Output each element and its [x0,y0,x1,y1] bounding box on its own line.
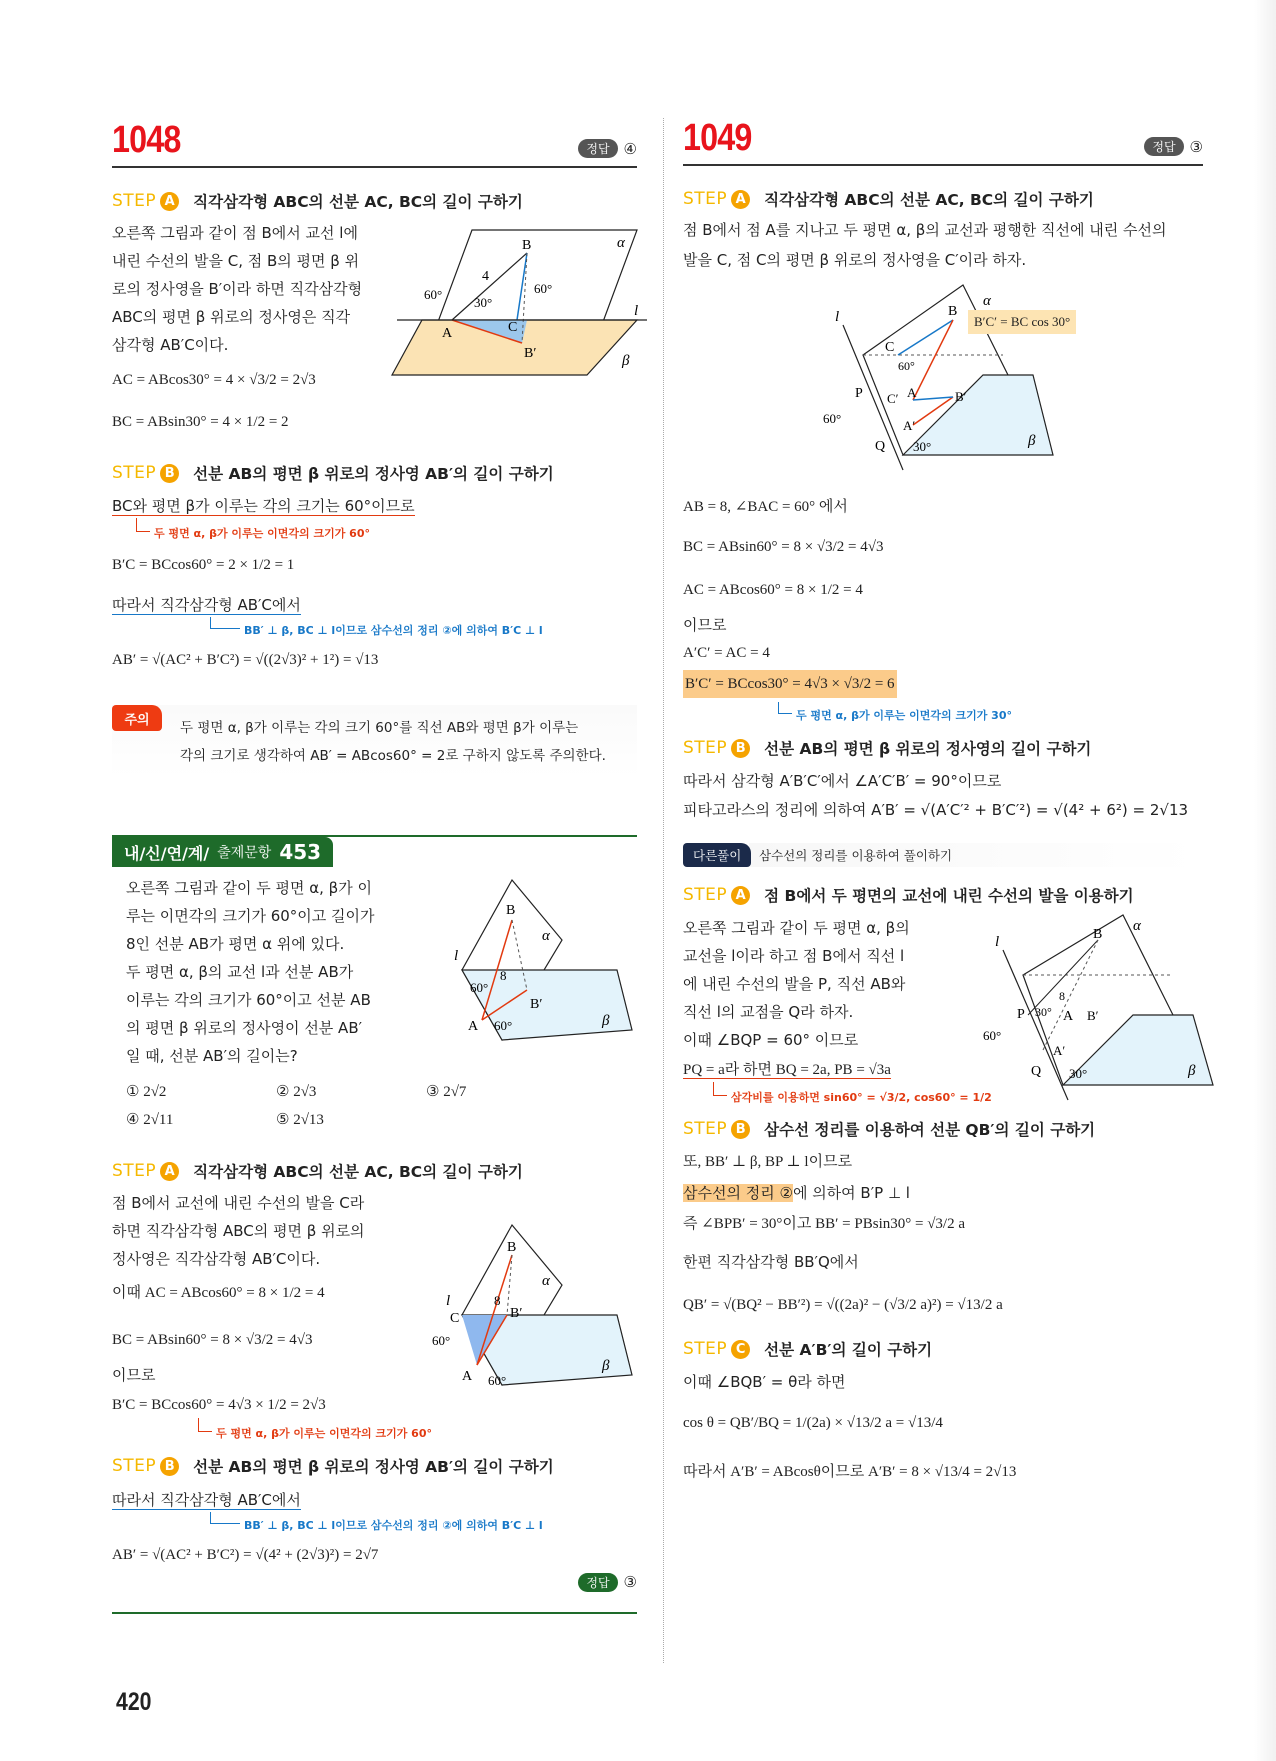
svg-text:60°: 60° [983,1028,1002,1043]
annotation-note: BB′ ⊥ β, BC ⊥ l이므로 삼수선의 정리 ②에 의하여 B′C ⊥ l [244,624,543,637]
caution-tag: 주의 [112,705,162,731]
svg-text:P: P [855,386,863,401]
figure-453-solution-diagram [432,1225,612,1388]
question-line: 루는 이면각의 크기가 60°이고 길이가 [126,907,375,925]
annotation-note: BB′ ⊥ β, BC ⊥ l이므로 삼수선의 정리 ②에 의하여 B′C ⊥ l [244,1519,543,1532]
step-letter-badge: A [160,192,179,211]
problem-1048-header [112,118,637,168]
annotation-arrow [136,518,150,532]
step-title: 직각삼각형 ABC의 선분 AC, BC의 길이 구하기 [193,193,523,211]
svg-text:A: A [442,326,453,341]
text-line: 즉 ∠BPB′ = 30°이고 BB′ = PBsin30° = √3/2 a [683,1216,965,1232]
text-line: 따라서 직각삼각형 AB′C에서 [112,1491,301,1509]
svg-text:l: l [995,934,1000,950]
choice-5[interactable]: ⑤ 2√13 [276,1112,324,1128]
equation-abp: AB′ = √(AC² + B′C²) = √((2√3)² + 1²) = √13 [112,652,379,668]
step-title: 직각삼각형 ABC의 선분 AC, BC의 길이 구하기 [764,191,1094,209]
equation-bpc: B′C = BCcos60° = 2 × 1/2 = 1 [112,557,295,573]
caution-box [112,705,637,777]
equation-bc: BC = ABsin30° = 4 × 1/2 = 2 [112,414,289,430]
annotation-note: 두 평면 α, β가 이루는 이면각의 크기가 60° [154,527,370,540]
annotation-arrow [210,1512,240,1524]
naesin-subtitle: 출제문항 [217,845,272,861]
svg-text:A: A [468,1019,479,1034]
step-title: 선분 AB의 평면 β 위로의 정사영의 길이 구하기 [764,740,1092,758]
equation-qbp: QB′ = √(BQ² − BB′²) = √((2a)² − (√3/2 a)²) = √13/2 a [683,1297,1003,1313]
svg-text:60°: 60° [494,1018,513,1033]
alt-solution-band: 삼수선의 정리를 이용하여 풀이하기 [749,843,1199,867]
equation-bpcp-highlighted: B′C′ = BCcos30° = 4√3 × √3/2 = 6 [683,670,897,698]
svg-text:60°: 60° [534,281,553,296]
step-letter-badge: A [731,886,750,905]
svg-text:A: A [1063,1009,1074,1024]
step-title: 선분 AB의 평면 β 위로의 정사영 AB′의 길이 구하기 [193,1458,554,1476]
svg-text:Q: Q [875,439,886,454]
svg-text:l: l [446,1293,451,1309]
annotation-note: 두 평면 α, β가 이루는 이면각의 크기가 30° [796,709,1012,722]
text-line: 피타고라스의 정리에 의하여 A′B′ = √(A′C′² + B′C′²) = √(4² + 6²) = 2√13 [683,801,1189,819]
svg-text:B: B [507,1240,517,1255]
step-a-heading [112,190,523,212]
step-letter-badge: B [731,739,750,758]
svg-text:β: β [1028,433,1036,449]
svg-text:A: A [462,1369,473,1384]
equation-bc: BC = ABsin60° = 8 × √3/2 = 4√3 [683,539,884,555]
svg-text:l: l [634,303,639,319]
svg-text:B: B [506,903,516,918]
svg-text:A′: A′ [1053,1043,1066,1058]
callout-box: B′C′ = BC cos 30° [968,310,1076,334]
svg-text:C: C [450,1311,460,1326]
step-letter-badge: B [160,1457,179,1476]
text-line: 삼각형 AB′C이다. [112,336,229,354]
alt-step-c-heading [683,1338,932,1360]
svg-text:30°: 30° [1035,1005,1052,1019]
text-line: 에 내린 수선의 발을 P, 직선 AB와 [683,975,906,993]
question-line: 이루는 각의 크기가 60°이고 선분 AB [126,991,371,1009]
svg-text:60°: 60° [823,411,842,426]
text-line: 내린 수선의 발을 C, 점 B의 평면 β 위 [112,252,360,270]
text-line: 발을 C, 점 C의 평면 β 위로의 정사영을 C′이라 하자. [683,251,1027,269]
text-line: 오른쪽 그림과 같이 점 B에서 교선 l에 [112,224,358,242]
page-edge-shadow [1254,0,1276,1761]
text-line: 로의 정사영을 B′이라 하면 직각삼각형 [112,280,363,298]
svg-text:8: 8 [494,1293,501,1308]
answer-value: ④ [623,139,637,158]
alt-step-b-heading [683,1118,1095,1140]
step-label: STEP [112,191,157,211]
step-a-heading [112,1160,523,1182]
svg-text:B′: B′ [530,997,543,1012]
text-line: 따라서 삼각형 A′B′C′에서 ∠A′C′B′ = 90°이므로 [683,772,1002,790]
text-line: BC와 평면 β가 이루는 각의 크기는 60°이므로 [112,497,415,515]
annotation-note: 두 평면 α, β가 이루는 이면각의 크기가 60° [216,1427,432,1440]
annotation-arrow [198,1418,212,1432]
caution-text: 각의 크기로 생각하여 AB′ = ABcos60° = 2로 구하지 않도록 주의한다. [180,748,606,764]
step-title: 점 B에서 두 평면의 교선에 내린 수선의 발을 이용하기 [764,887,1134,905]
equation-ac: AC = ABcos60° = 8 × 1/2 = 4 [683,582,863,598]
answer-label: 정답 [578,139,617,158]
step-letter-badge: A [160,1162,179,1181]
svg-text:B: B [948,304,958,319]
svg-text:30°: 30° [913,439,932,454]
equation-cos-theta: cos θ = QB′/BQ = 1/(2a) × √13/2 a = √13/4 [683,1415,943,1431]
svg-text:α: α [983,293,991,309]
text-line: 이므로 [683,616,727,634]
equation-bpc: B′C = BCcos60° = 4√3 × 1/2 = 2√3 [112,1397,326,1413]
text-line: 정사영은 직각삼각형 AB′C이다. [112,1250,321,1268]
svg-text:B′: B′ [510,1306,523,1321]
naesin-banner [112,837,333,867]
text-line: 또, BB′ ⊥ β, BP ⊥ l이므로 [683,1154,853,1170]
choice-3[interactable]: ③ 2√7 [426,1084,467,1100]
equation-ac: AC = ABcos30° = 4 × √3/2 = 2√3 [112,372,316,388]
step-b-heading [683,737,1091,759]
svg-text:l: l [454,948,459,964]
svg-text:l: l [835,309,840,325]
svg-text:β: β [622,353,630,369]
text-line: 직선 l의 교점을 Q라 하자. [683,1003,854,1021]
step-label: STEP [112,1161,157,1181]
svg-text:4: 4 [482,269,489,284]
caution-text: 두 평면 α, β가 이루는 각의 크기 60°를 직선 AB와 평면 β가 이루는 [180,720,579,736]
step-title: 선분 A′B′의 길이 구하기 [764,1341,933,1359]
svg-text:60°: 60° [898,359,915,373]
figure-1048-dihedral-diagram [412,225,642,375]
step-label: STEP [112,1456,157,1476]
step-letter-badge: A [731,190,750,209]
answer-value: ③ [1189,137,1203,156]
step-b-heading [112,1455,554,1477]
equation-given: AB = 8, ∠BAC = 60° 에서 [683,499,848,515]
step-letter-badge: C [731,1340,750,1359]
text-line: 오른쪽 그림과 같이 두 평면 α, β의 [683,919,910,937]
step-a-heading [683,188,1094,210]
step-title: 선분 AB의 평면 β 위로의 정사영 AB′의 길이 구하기 [193,465,554,483]
text-line: 이므로 [112,1366,156,1384]
text-line: 이때 ∠BQP = 60° 이므로 [683,1031,859,1049]
text-line: ABC의 평면 β 위로의 정사영은 직각 [112,308,351,326]
svg-text:α: α [1133,918,1141,934]
text-line: 삼수선의 정리 ②에 의하여 B′P ⊥ l [683,1184,910,1202]
svg-text:A′: A′ [903,418,916,433]
step-title: 직각삼각형 ABC의 선분 AC, BC의 길이 구하기 [193,1163,523,1181]
answer-badge [578,139,637,158]
svg-text:β: β [1188,1063,1196,1079]
step-label: STEP [683,189,728,209]
svg-text:β: β [602,1358,610,1374]
text-line: 점 B에서 점 A를 지나고 두 평면 α, β의 교선과 평행한 직선에 내린 수선의 [683,221,1167,239]
step-b-heading [112,462,554,484]
figure-453-diagram [442,880,622,1040]
text-line: 이때 ∠BQB′ = θ라 하면 [683,1373,846,1391]
text-line: 교선을 l이라 하고 점 B에서 직선 l [683,947,905,965]
svg-text:60°: 60° [488,1373,507,1388]
step-label: STEP [683,1339,728,1359]
equation-bc: BC = ABsin60° = 8 × √3/2 = 4√3 [112,1332,313,1348]
text-line: 점 B에서 교선에 내린 수선의 발을 C라 [112,1194,365,1212]
equation-abp: AB′ = √(AC² + B′C²) = √(4² + (2√3)²) = 2√7 [112,1547,379,1563]
green-rule [112,1612,637,1614]
svg-text:Q: Q [1031,1064,1042,1079]
svg-text:α: α [542,928,550,944]
svg-text:P: P [1017,1007,1025,1022]
text-line: PQ = a라 하면 BQ = 2a, PB = √3a [683,1062,891,1078]
choice-1[interactable]: ① 2√2 [126,1084,167,1100]
svg-text:60°: 60° [424,287,443,302]
question-line: 8인 선분 AB가 평면 α 위에 있다. [126,935,345,953]
equation-apcp: A′C′ = AC = 4 [683,645,770,661]
step-label: STEP [683,885,728,905]
answer-badge [1144,137,1203,156]
svg-text:60°: 60° [432,1333,451,1348]
text-line: 하면 직각삼각형 ABC의 평면 β 위로의 [112,1222,365,1240]
step-letter-badge: B [160,464,179,483]
svg-text:30°: 30° [474,295,493,310]
choice-4[interactable]: ④ 2√11 [126,1112,174,1128]
problem-1049-header [683,116,1203,166]
step-letter-badge: B [731,1120,750,1139]
question-line: 일 때, 선분 AB′의 길이는? [126,1047,298,1065]
annotation-arrow [713,1082,727,1096]
svg-text:B′: B′ [524,346,537,361]
answer-value: ③ [623,1573,637,1591]
answer-label: 정답 [578,1573,617,1592]
page-number: 420 [116,1688,152,1716]
question-line: 의 평면 β 위로의 정사영이 선분 AB′ [126,1019,363,1037]
svg-text:B: B [1093,927,1103,942]
text-line: 한편 직각삼각형 BB′Q에서 [683,1253,859,1271]
figure-1049-alt-diagram [983,918,1196,1090]
naesin-tag: 내/신/연/계/ [124,843,210,863]
step-label: STEP [112,463,157,483]
svg-text:8: 8 [500,968,507,983]
alt-step-a-heading [683,884,1134,906]
svg-text:B: B [522,238,532,253]
step-label: STEP [683,1119,728,1139]
problem-number: 1049 [683,117,752,159]
highlighted-term: 삼수선의 정리 ② [683,1184,793,1202]
question-line: 두 평면 α, β의 교선 l과 선분 AB가 [126,963,354,981]
answer-label: 정답 [1144,137,1183,156]
annotation-arrow [210,617,240,629]
svg-text:30°: 30° [1069,1066,1088,1081]
annotation-note: 삼각비를 이용하면 sin60° = √3/2, cos60° = 1/2 [731,1091,992,1104]
step-label: STEP [683,738,728,758]
svg-text:C′: C′ [887,391,899,406]
svg-text:A: A [907,385,917,400]
svg-text:α: α [617,235,625,251]
column-divider [663,118,664,1663]
svg-text:B′: B′ [955,389,967,404]
alt-solution-tag: 다른풀이 [683,843,751,867]
svg-text:60°: 60° [470,980,489,995]
svg-text:C: C [885,340,895,355]
svg-text:β: β [602,1013,610,1029]
svg-text:B′: B′ [1087,1008,1099,1023]
question-line: 오른쪽 그림과 같이 두 평면 α, β가 이 [126,879,372,897]
equation-final: 따라서 A′B′ = ABcosθ이므로 A′B′ = 8 × √13/4 = 2√13 [683,1464,1017,1480]
step-title: 삼수선 정리를 이용하여 선분 QB′의 길이 구하기 [764,1121,1096,1139]
choice-2[interactable]: ② 2√3 [276,1084,317,1100]
naesin-number: 453 [279,840,322,864]
svg-text:8: 8 [1059,989,1065,1003]
svg-text:C: C [508,320,518,335]
annotation-arrow [778,702,792,714]
svg-text:α: α [542,1273,550,1289]
problem-number: 1048 [112,119,181,161]
equation-ac: 이때 AC = ABcos60° = 8 × 1/2 = 4 [112,1285,325,1301]
text-line: 따라서 직각삼각형 AB′C에서 [112,596,301,614]
